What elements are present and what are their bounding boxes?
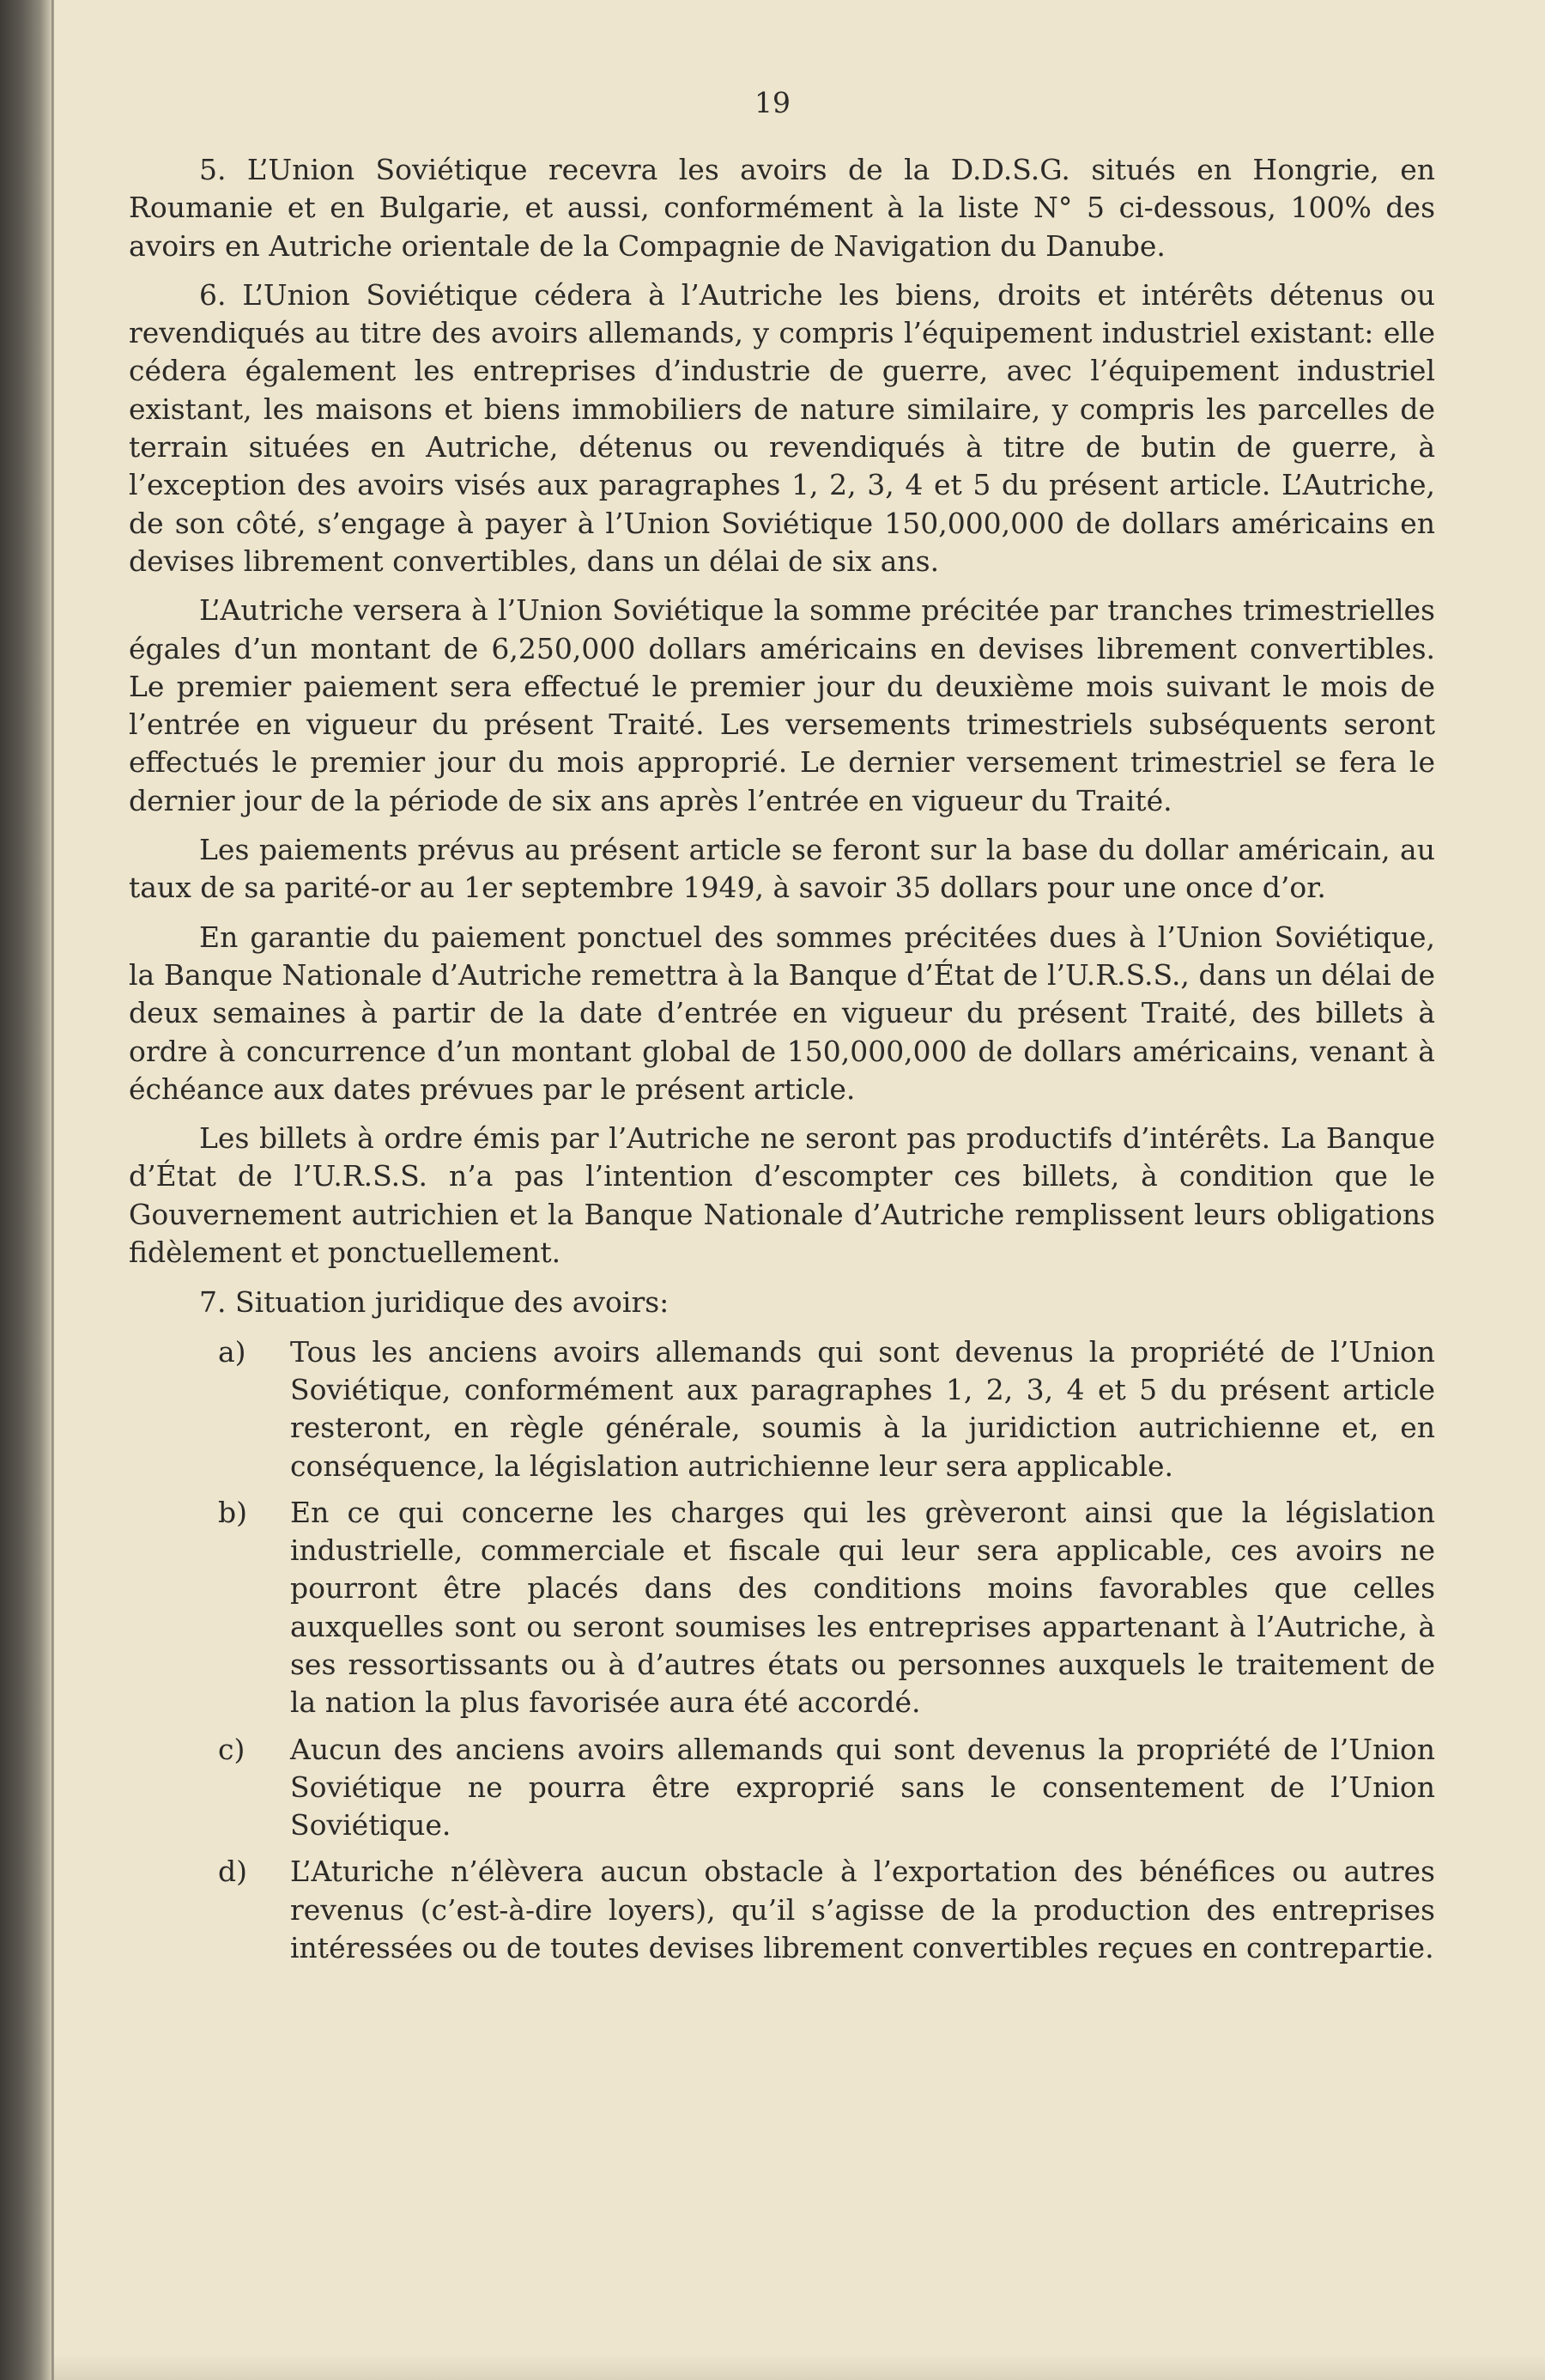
list-item-text: Tous les anciens avoirs allemands qui sont devenus la propriété de l’Union Soviétique, conformément aux paragraphes 1, 2, 3, 4 et 5 du présent article resteront, en règle générale, soumis à la juridiction autrichienne et, en conséquence, la législation autrichienne leur sera applicable.: [290, 1334, 1435, 1483]
book-spine-shadow: [0, 0, 53, 2380]
paragraph-gold-parity: Les paiements prévus au présent article se feront sur la base du dollar américain, au taux de sa parité-or au 1er septembre 1949, à savoir 35 dollars pour une once d’or.: [129, 833, 1435, 905]
gutter-line: [52, 0, 54, 2380]
list-item-text: En ce qui concerne les charges qui les grèveront ainsi que la législation industrielle, commerciale et fiscale qui leur sera applicable, ces avoirs ne pourront être placés dans des conditions moins favorables que celles auxquelles sont ou seront soumises les entreprises appartenant à l’Autriche, à ses ressortissants ou à d’autres états ou personnes auxquels le traitement de la nation la plus favorisée aura été accordé.: [290, 1495, 1435, 1720]
list-item-b: [129, 1494, 1435, 1722]
list-item-letter: d): [218, 1855, 247, 1889]
list-item-text: Aucun des anciens avoirs allemands qui sont devenus la propriété de l’Union Soviétique ne pourra être exproprié sans le consentement de l’Union Soviétique.: [290, 1732, 1435, 1843]
paragraph-guarantee: En garantie du paiement ponctuel des sommes précitées dues à l’Union Soviétique, la Banque Nationale d’Autriche remettra à la Banque d’État de l’U.R.S.S., dans un délai de deux semaines à partir de la date d’entrée en vigueur du présent Traité, des billets à ordre à concurrence d’un montant global de 150,000,000 de dollars américains, venant à échéance aux dates prévues par le présent article.: [129, 920, 1435, 1106]
list-item-a: [129, 1333, 1435, 1485]
paragraph-7-heading: 7. Situation juridique des avoirs:: [199, 1285, 670, 1320]
paragraph-payment-schedule: L’Autriche versera à l’Union Soviétique la somme précitée par tranches trimestrielles égales d’un montant de 6,250,000 dollars américains en devises librement convertibles. Le premier paiement sera effectué le premier jour du deuxième mois suivant le mois de l’entrée en vigueur du présent Traité. Les versements trimestriels subséquents seront effectués le premier jour du mois approprié. Le dernier versement trimestriel se fera le dernier jour de la période de six ans après l’entrée en vigueur du Traité.: [129, 593, 1435, 817]
paragraph-6: 6. L’Union Soviétique cédera à l’Autriche les biens, droits et intérêts détenus ou revendiqués au titre des avoirs allemands, y compris l’équipement industriel existant: elle cédera également les entreprises d’industrie de guerre, avec l’équipement industriel existant, les maisons et biens immobiliers de nature similaire, y compris les parcelles de terrain situées en Autriche, détenus ou revendiqués à titre de butin de guerre, à l’exception des avoirs visés aux paragraphes 1, 2, 3, 4 et 5 du présent article. L’Autriche, de son côté, s’engage à payer à l’Union Soviétique 150,000,000 de dollars américains en devises librement convertibles, dans un délai de six ans.: [129, 277, 1435, 578]
list-item-letter: b): [218, 1495, 247, 1529]
list-item-letter: c): [218, 1732, 245, 1766]
page-bottom-shadow: [53, 2354, 1545, 2380]
legal-status-list: [129, 1333, 1435, 1968]
document-body: [129, 151, 1435, 1976]
list-item-c: [129, 1731, 1435, 1845]
list-item-text: L’Aturiche n’élèvera aucun obstacle à l’exportation des bénéfices ou autres revenus (c’est-à-dire loyers), qu’il s’agisse de la production des entreprises intéressées ou de toutes devises librement convertibles reçues en contrepartie.: [290, 1855, 1435, 1965]
paragraph-5: 5. L’Union Soviétique recevra les avoirs de la D.D.S.G. situés en Hongrie, en Roumanie et en Bulgarie, et aussi, conformément à la liste N° 5 ci-dessous, 100% des avoirs en Autriche orientale de la Compagnie de Navigation du Danube.: [129, 153, 1435, 263]
list-item-d: [129, 1853, 1435, 1967]
page-number: 19: [754, 86, 791, 119]
list-item-letter: a): [218, 1334, 246, 1369]
paragraph-promissory-notes: Les billets à ordre émis par l’Autriche ne seront pas productifs d’intérêts. La Banque d’État de l’U.R.S.S. n’a pas l’intention d’escompter ces billets, à condition que le Gouvernement autrichien et la Banque Nationale d’Autriche remplissent leurs obligations fidèlement et ponctuellement.: [129, 1121, 1435, 1270]
